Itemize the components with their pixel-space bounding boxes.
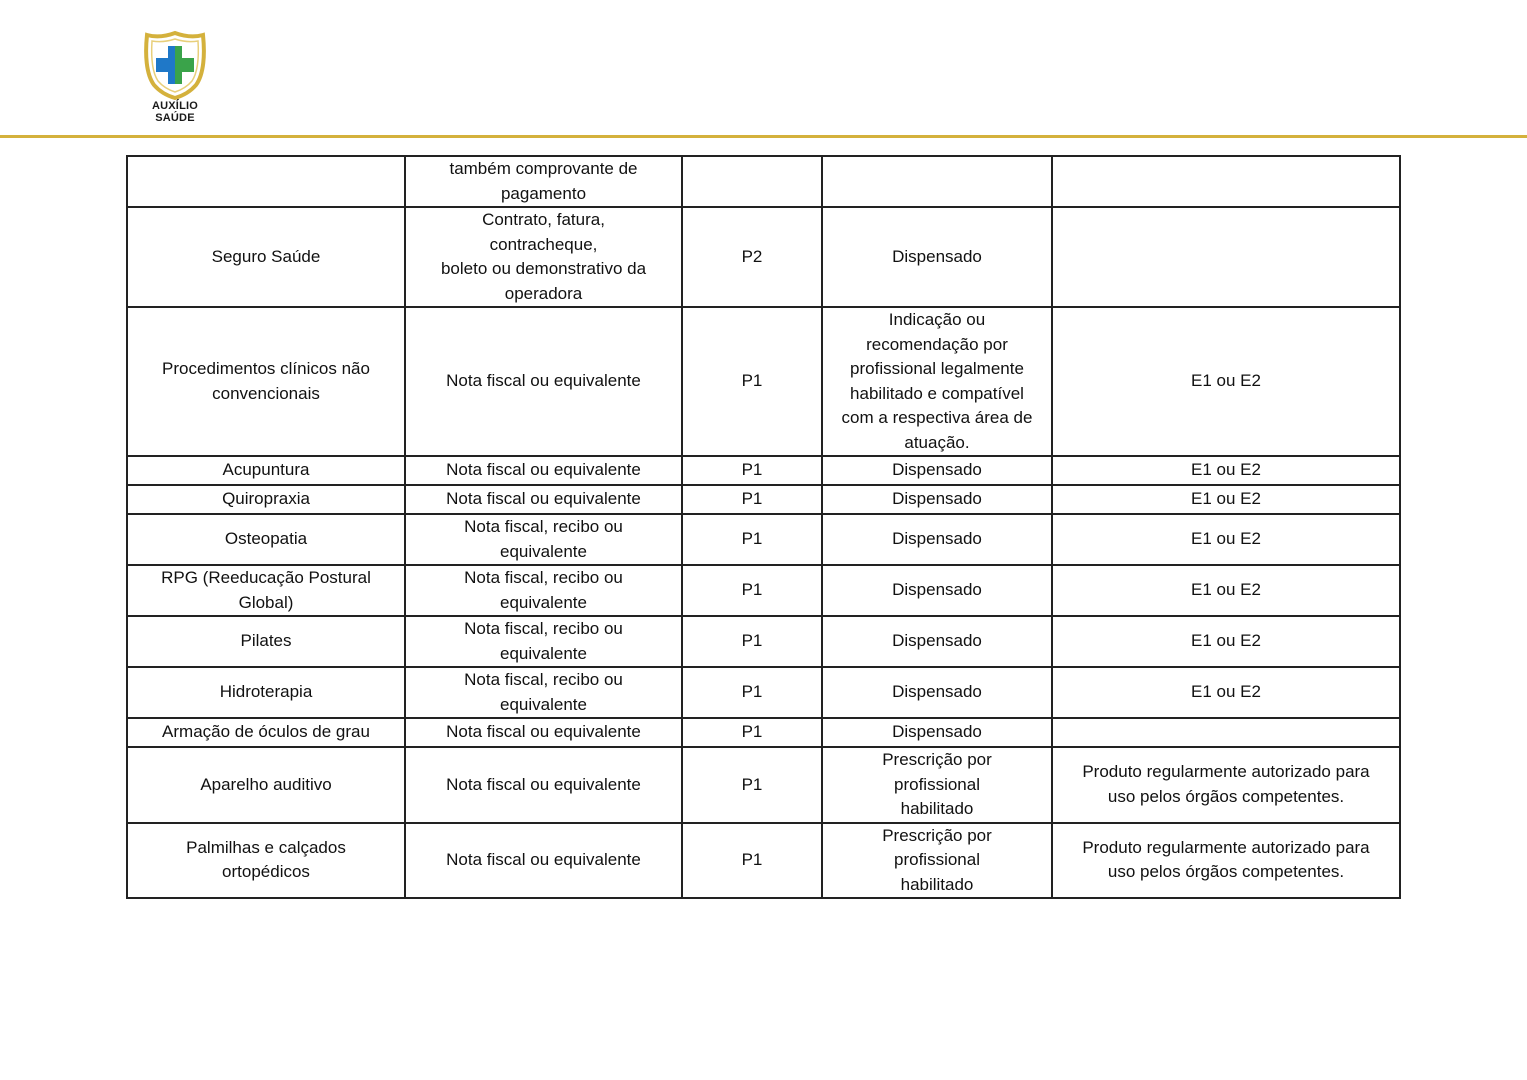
table-cell: E1 ou E2 — [1052, 667, 1400, 718]
table-cell: Aparelho auditivo — [127, 747, 405, 823]
table-cell — [1052, 718, 1400, 747]
table-cell: E1 ou E2 — [1052, 307, 1400, 456]
reimbursement-table — [126, 155, 1401, 899]
table-cell: Osteopatia — [127, 514, 405, 565]
table-cell: Nota fiscal ou equivalente — [405, 718, 682, 747]
table-cell: Nota fiscal ou equivalente — [405, 485, 682, 514]
table-cell: Nota fiscal ou equivalente — [405, 307, 682, 456]
table-cell: Prescrição por profissional habilitado — [822, 747, 1052, 823]
table-cell: Nota fiscal, recibo ou equivalente — [405, 667, 682, 718]
table-cell: P1 — [682, 565, 822, 616]
table-cell: Dispensado — [822, 514, 1052, 565]
table-cell: Procedimentos clínicos não convencionais — [127, 307, 405, 456]
table-cell: Hidroterapia — [127, 667, 405, 718]
table-cell: E1 ou E2 — [1052, 485, 1400, 514]
table-cell: Prescrição por profissional habilitado — [822, 823, 1052, 899]
logo-line-2: SAÚDE — [155, 112, 195, 124]
table-cell: P1 — [682, 456, 822, 485]
table-cell: Dispensado — [822, 718, 1052, 747]
table-row — [127, 207, 1400, 307]
table-cell: Contrato, fatura, contracheque, boleto ou demonstrativo da operadora — [405, 207, 682, 307]
table-cell: Seguro Saúde — [127, 207, 405, 307]
table-row — [127, 485, 1400, 514]
table-row — [127, 823, 1400, 899]
table-row — [127, 747, 1400, 823]
table-cell: Nota fiscal, recibo ou equivalente — [405, 565, 682, 616]
table-cell: Dispensado — [822, 207, 1052, 307]
table-cell: Nota fiscal, recibo ou equivalente — [405, 616, 682, 667]
table-cell: Nota fiscal ou equivalente — [405, 823, 682, 899]
table-cell: Produto regularmente autorizado para uso pelos órgãos competentes. — [1052, 823, 1400, 899]
table-row — [127, 514, 1400, 565]
table-row — [127, 565, 1400, 616]
table-row — [127, 456, 1400, 485]
table-cell: P1 — [682, 485, 822, 514]
table-row — [127, 156, 1400, 207]
logo — [140, 30, 210, 130]
table-cell — [1052, 156, 1400, 207]
table-cell: Produto regularmente autorizado para uso pelos órgãos competentes. — [1052, 747, 1400, 823]
table-cell: Nota fiscal, recibo ou equivalente — [405, 514, 682, 565]
table-cell: P1 — [682, 718, 822, 747]
table-cell: P2 — [682, 207, 822, 307]
logo-text — [140, 100, 210, 124]
table-cell: RPG (Reeducação Postural Global) — [127, 565, 405, 616]
table-cell: Dispensado — [822, 485, 1052, 514]
header-divider — [0, 135, 1527, 138]
table-cell: E1 ou E2 — [1052, 616, 1400, 667]
table-cell — [127, 156, 405, 207]
table-cell: E1 ou E2 — [1052, 514, 1400, 565]
table-cell: Dispensado — [822, 616, 1052, 667]
table-cell: Acupuntura — [127, 456, 405, 485]
table-cell: Quiropraxia — [127, 485, 405, 514]
table-cell: P1 — [682, 747, 822, 823]
table-cell: Nota fiscal ou equivalente — [405, 456, 682, 485]
table-cell: E1 ou E2 — [1052, 565, 1400, 616]
table-row — [127, 718, 1400, 747]
table-cell — [682, 156, 822, 207]
table-cell — [822, 156, 1052, 207]
table-cell: P1 — [682, 823, 822, 899]
table-cell: P1 — [682, 667, 822, 718]
table-cell: Dispensado — [822, 456, 1052, 485]
table-cell: Dispensado — [822, 565, 1052, 616]
table-cell: Palmilhas e calçados ortopédicos — [127, 823, 405, 899]
table-row — [127, 307, 1400, 456]
table-cell: P1 — [682, 514, 822, 565]
table-cell: Dispensado — [822, 667, 1052, 718]
table-cell: Pilates — [127, 616, 405, 667]
table-cell: Nota fiscal ou equivalente — [405, 747, 682, 823]
logo-line-1: AUXÍLIO — [151, 100, 198, 112]
table-cell: também comprovante de pagamento — [405, 156, 682, 207]
table-cell: E1 ou E2 — [1052, 456, 1400, 485]
table-cell — [1052, 207, 1400, 307]
table-cell: Indicação ou recomendação por profissional legalmente habilitado e compatível com a respectiva área de atuação. — [822, 307, 1052, 456]
page-header — [0, 0, 1527, 138]
table-row — [127, 667, 1400, 718]
table-cell: P1 — [682, 616, 822, 667]
table-cell: P1 — [682, 307, 822, 456]
table-cell: Armação de óculos de grau — [127, 718, 405, 747]
table-row — [127, 616, 1400, 667]
cross-shield-icon — [140, 30, 210, 100]
